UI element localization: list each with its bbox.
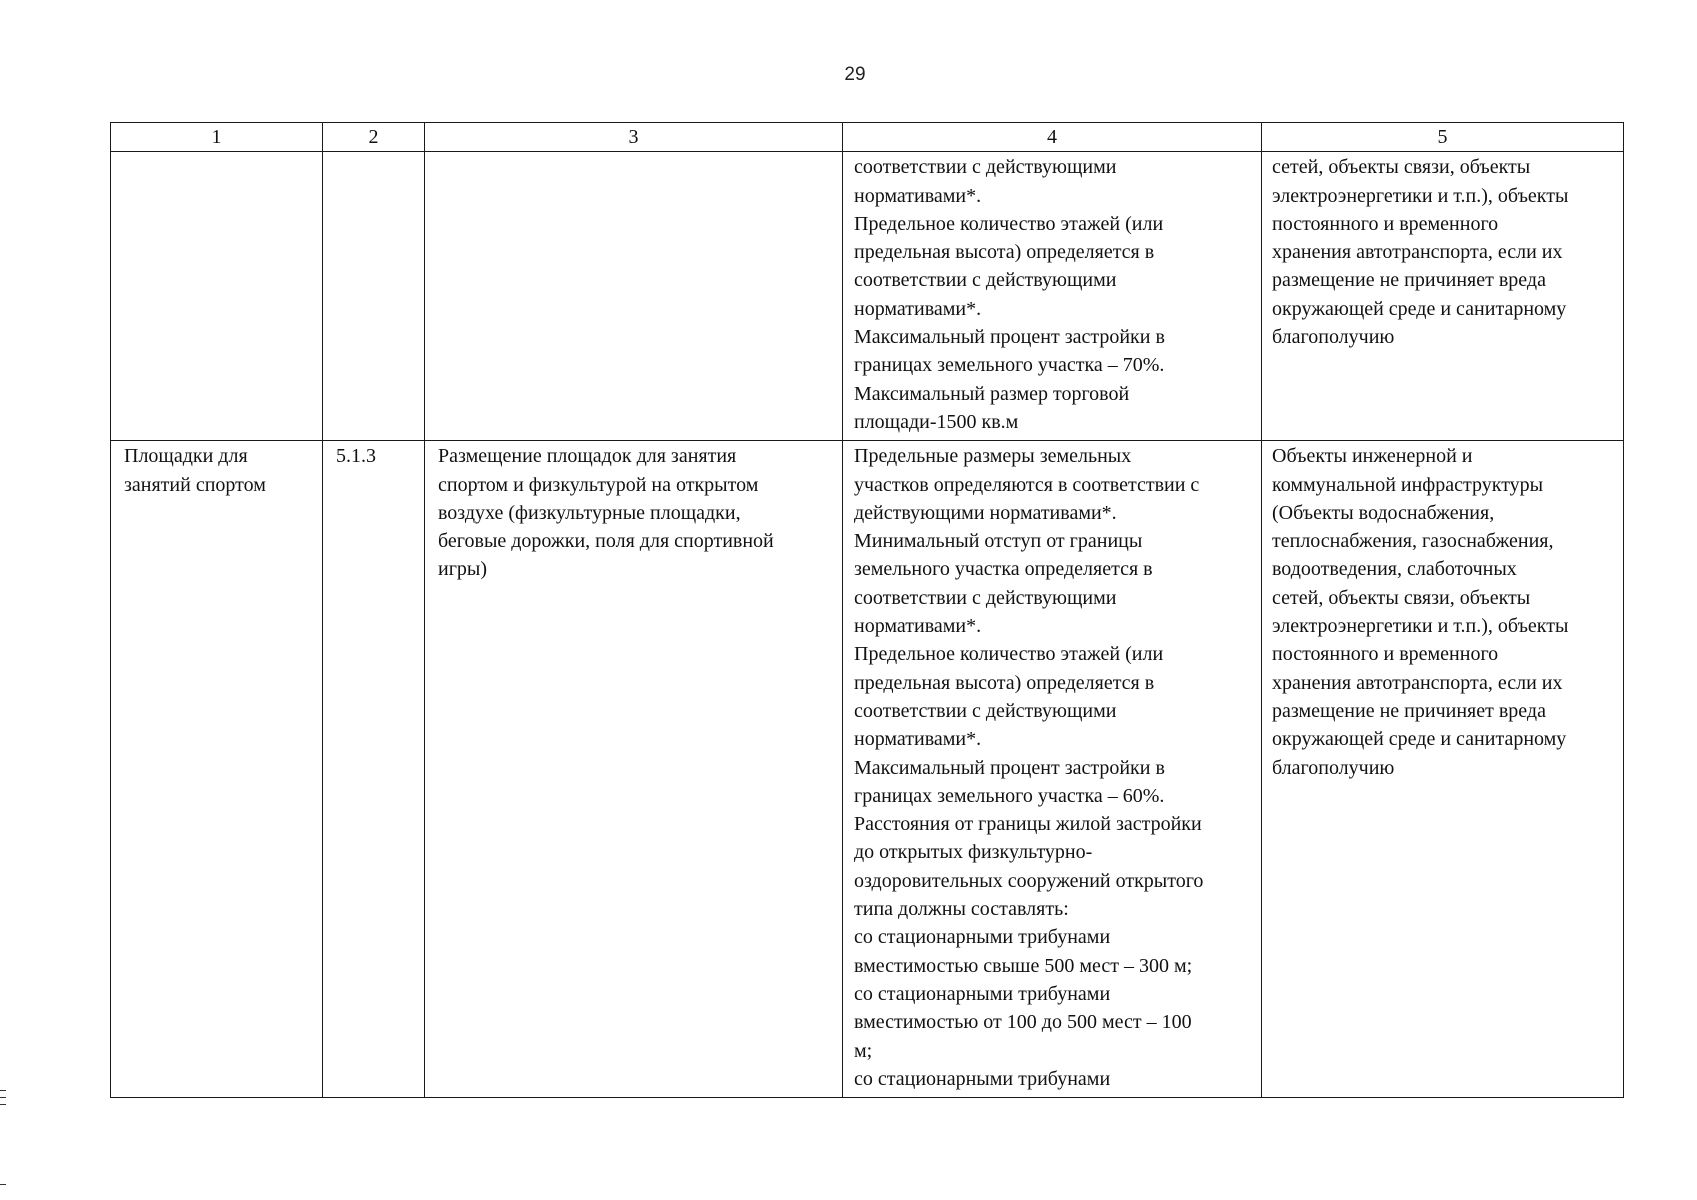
text-line: игры) xyxy=(438,558,488,581)
row1-parameters-cell xyxy=(843,152,1262,441)
text-line: площади-1500 кв.м xyxy=(854,410,1019,433)
text-line: Максимальный размер торговой xyxy=(854,382,1130,405)
text-line: земельного участка определяется в xyxy=(854,558,1153,581)
text-line: до открытых физкультурно- xyxy=(854,841,1093,864)
row2-description-cell xyxy=(425,441,843,1098)
header-col-5: 5 xyxy=(1262,123,1624,152)
text-line: сетей, объекты связи, объекты xyxy=(1272,586,1531,609)
text-line: вместимостью от 100 до 500 мест – 100 xyxy=(854,1011,1192,1034)
row1-auxiliary-uses-text xyxy=(1262,152,1623,355)
text-line: Предельные размеры земельных xyxy=(854,445,1132,468)
text-line: хранения автотранспорта, если их xyxy=(1272,241,1563,264)
text-line: со стационарными трибунами xyxy=(854,1067,1111,1090)
text-line: предельная высота) определяется в xyxy=(854,241,1155,264)
row2-description-text xyxy=(425,441,842,587)
row2-auxiliary-uses-cell xyxy=(1262,441,1624,1098)
table-header-row xyxy=(111,123,1624,152)
page-number: 29 xyxy=(844,64,866,85)
text-line: Размещение площадок для занятия xyxy=(438,445,737,468)
text-line: действующими нормативами*. xyxy=(854,501,1117,524)
text-line: электроэнергетики и т.п.), объекты xyxy=(1272,184,1569,207)
row1-col3-cell xyxy=(425,152,843,441)
text-line: м; xyxy=(854,1039,873,1062)
text-line: соответствии с действующими xyxy=(854,699,1117,722)
text-line: нормативами*. xyxy=(854,728,982,751)
margin-mark xyxy=(0,1184,6,1185)
text-line: со стационарными трибунами xyxy=(854,926,1111,949)
row2-parameters-cell xyxy=(843,441,1262,1098)
text-line: постоянного и временного xyxy=(1272,212,1499,235)
text-line: границах земельного участка – 60%. xyxy=(854,784,1165,807)
row1-col2-cell xyxy=(323,152,425,441)
margin-mark xyxy=(0,1097,6,1098)
row1-col1-cell xyxy=(111,152,323,441)
text-line: соответствии с действующими xyxy=(854,269,1117,292)
text-line: Максимальный процент застройки в xyxy=(854,326,1165,349)
text-line: спортом и физкультурой на открытом xyxy=(438,473,759,496)
margin-mark xyxy=(0,1090,6,1091)
text-line: водоотведения, слаботочных xyxy=(1272,558,1517,581)
text-line: Минимальный отступ от границы xyxy=(854,530,1143,553)
text-line: коммунальной инфраструктуры xyxy=(1272,473,1544,496)
text-line: вместимостью свыше 500 мест – 300 м; xyxy=(854,954,1193,977)
header-col-2: 2 xyxy=(323,123,425,152)
text-line: нормативами*. xyxy=(854,615,982,638)
row2-code-cell xyxy=(323,441,425,1098)
text-line: электроэнергетики и т.п.), объекты xyxy=(1272,615,1569,638)
text-line: размещение не причиняет вреда xyxy=(1272,269,1546,292)
text-line: занятий спортом xyxy=(124,473,266,496)
text-line: размещение не причиняет вреда xyxy=(1272,699,1546,722)
text-line: хранения автотранспорта, если их xyxy=(1272,671,1563,694)
text-line: (Объекты водоснабжения, xyxy=(1272,501,1495,524)
text-line: постоянного и временного xyxy=(1272,643,1499,666)
text-line: соответствии с действующими xyxy=(854,586,1117,609)
text-line: воздухе (физкультурные площадки, xyxy=(438,501,741,524)
text-line: сетей, объекты связи, объекты xyxy=(1272,156,1531,179)
row2-use-name-cell xyxy=(111,441,323,1098)
row1-parameters-text xyxy=(843,152,1261,440)
text-line: окружающей среде и санитарному xyxy=(1272,728,1567,751)
text-line: благополучию xyxy=(1272,756,1395,779)
text-line: беговые дорожки, поля для спортивной xyxy=(438,530,774,553)
text-line: границах земельного участка – 70%. xyxy=(854,354,1165,377)
text-line: нормативами*. xyxy=(854,184,982,207)
row1-auxiliary-uses-cell xyxy=(1262,152,1624,441)
header-col-4: 4 xyxy=(843,123,1262,152)
text-line: Площадки для xyxy=(124,445,248,468)
text-line: благополучию xyxy=(1272,326,1395,349)
zoning-table xyxy=(110,122,1624,1098)
text-line: Максимальный процент застройки в xyxy=(854,756,1165,779)
text-line: типа должны составлять: xyxy=(854,898,1069,921)
text-line: со стационарными трибунами xyxy=(854,982,1111,1005)
text-line: участков определяются в соответствии с xyxy=(854,473,1200,496)
text-line: нормативами*. xyxy=(854,297,982,320)
text-line: Объекты инженерной и xyxy=(1272,445,1473,468)
header-col-1: 1 xyxy=(111,123,323,152)
table-row xyxy=(111,441,1624,1098)
text-line: Предельное количество этажей (или xyxy=(854,643,1164,666)
margin-mark xyxy=(0,1104,6,1105)
header-col-3: 3 xyxy=(425,123,843,152)
text-line: Предельное количество этажей (или xyxy=(854,212,1164,235)
row2-use-name-text xyxy=(111,441,322,503)
row2-parameters-text xyxy=(843,441,1261,1097)
text-line: оздоровительных сооружений открытого xyxy=(854,869,1204,892)
text-line: окружающей среде и санитарному xyxy=(1272,297,1567,320)
row2-auxiliary-uses-text xyxy=(1262,441,1623,786)
text-line: теплоснабжения, газоснабжения, xyxy=(1272,530,1554,553)
table-row xyxy=(111,152,1624,441)
text-line: предельная высота) определяется в xyxy=(854,671,1155,694)
text-line: соответствии с действующими xyxy=(854,156,1117,179)
row2-code-text: 5.1.3 xyxy=(336,445,376,468)
text-line: Расстояния от границы жилой застройки xyxy=(854,813,1202,836)
